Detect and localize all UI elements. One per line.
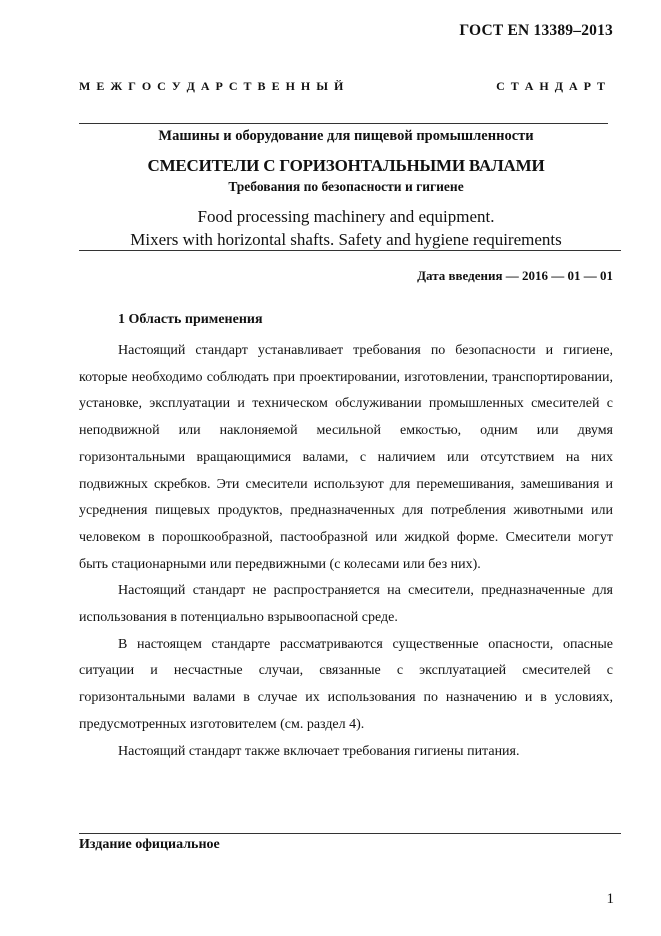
interstate-standard-word-1: М Е Ж Г О С У Д А Р С Т В Е Н Н Ы Й [79, 79, 344, 93]
effective-date: Дата введения — 2016 — 01 — 01 [417, 268, 613, 283]
footer-rule [79, 833, 621, 834]
interstate-standard-word-2: С Т А Н Д А Р Т [496, 79, 605, 93]
title-rule [79, 250, 621, 251]
interstate-standard-banner [79, 79, 605, 94]
subtitle: Требования по безопасности и гигиене [228, 179, 464, 194]
paragraph-scope: Настоящий стандарт устанавливает требования по безопасности и гигиене, которые необходимо соблюдать при проектировании, изготовлении, транспортировании, установке, эксплуатации и техническом обслуживании промышленных смесителей с неподвижной или наклоняемой месильной емкостью, одним или двумя горизонтальными вращающимися валами, с наличием или отсутствием на них подвижных скребков. Эти смесители используют для перемешивания, замешивания и усреднения пищевых продуктов, предназначенных для потребления животными или человеком в порошкообразной, пастообразной или жидкой форме. Смесители могут быть стационарными или передвижными (с колесами или без них). [79, 343, 613, 572]
section-heading: 1 Область применения [118, 312, 263, 327]
english-title-line-2: Mixers with horizontal shafts. Safety and hygiene requirements [130, 230, 562, 249]
paragraph-exclusion: Настоящий стандарт не распространяется на смесители, предназначенные для использования в потенциально взрывоопасной среде. [79, 583, 613, 626]
paragraph-hazards: В настоящем стандарте рассматриваются существенные опасности, опасные ситуации и несчастные случаи, связанные с эксплуатацией смесителей с горизонтальными валами в случае их использования по назначению и в условиях, предусмотренных изготовителем (см. раздел 4). [79, 636, 613, 732]
paragraph-hygiene: Настоящий стандарт также включает требования гигиены питания. [118, 743, 520, 759]
header-rule [79, 123, 608, 124]
main-title: СМЕСИТЕЛИ С ГОРИЗОНТАЛЬНЫМИ ВАЛАМИ [147, 156, 545, 175]
standard-number: ГОСТ EN 13389–2013 [459, 22, 613, 39]
official-edition-label: Издание официальное [79, 837, 220, 852]
section-body [79, 338, 613, 765]
industry-title: Машины и оборудование для пищевой промышленности [158, 128, 534, 144]
english-title-line-1: Food processing machinery and equipment. [197, 207, 495, 226]
page-number: 1 [606, 891, 614, 907]
